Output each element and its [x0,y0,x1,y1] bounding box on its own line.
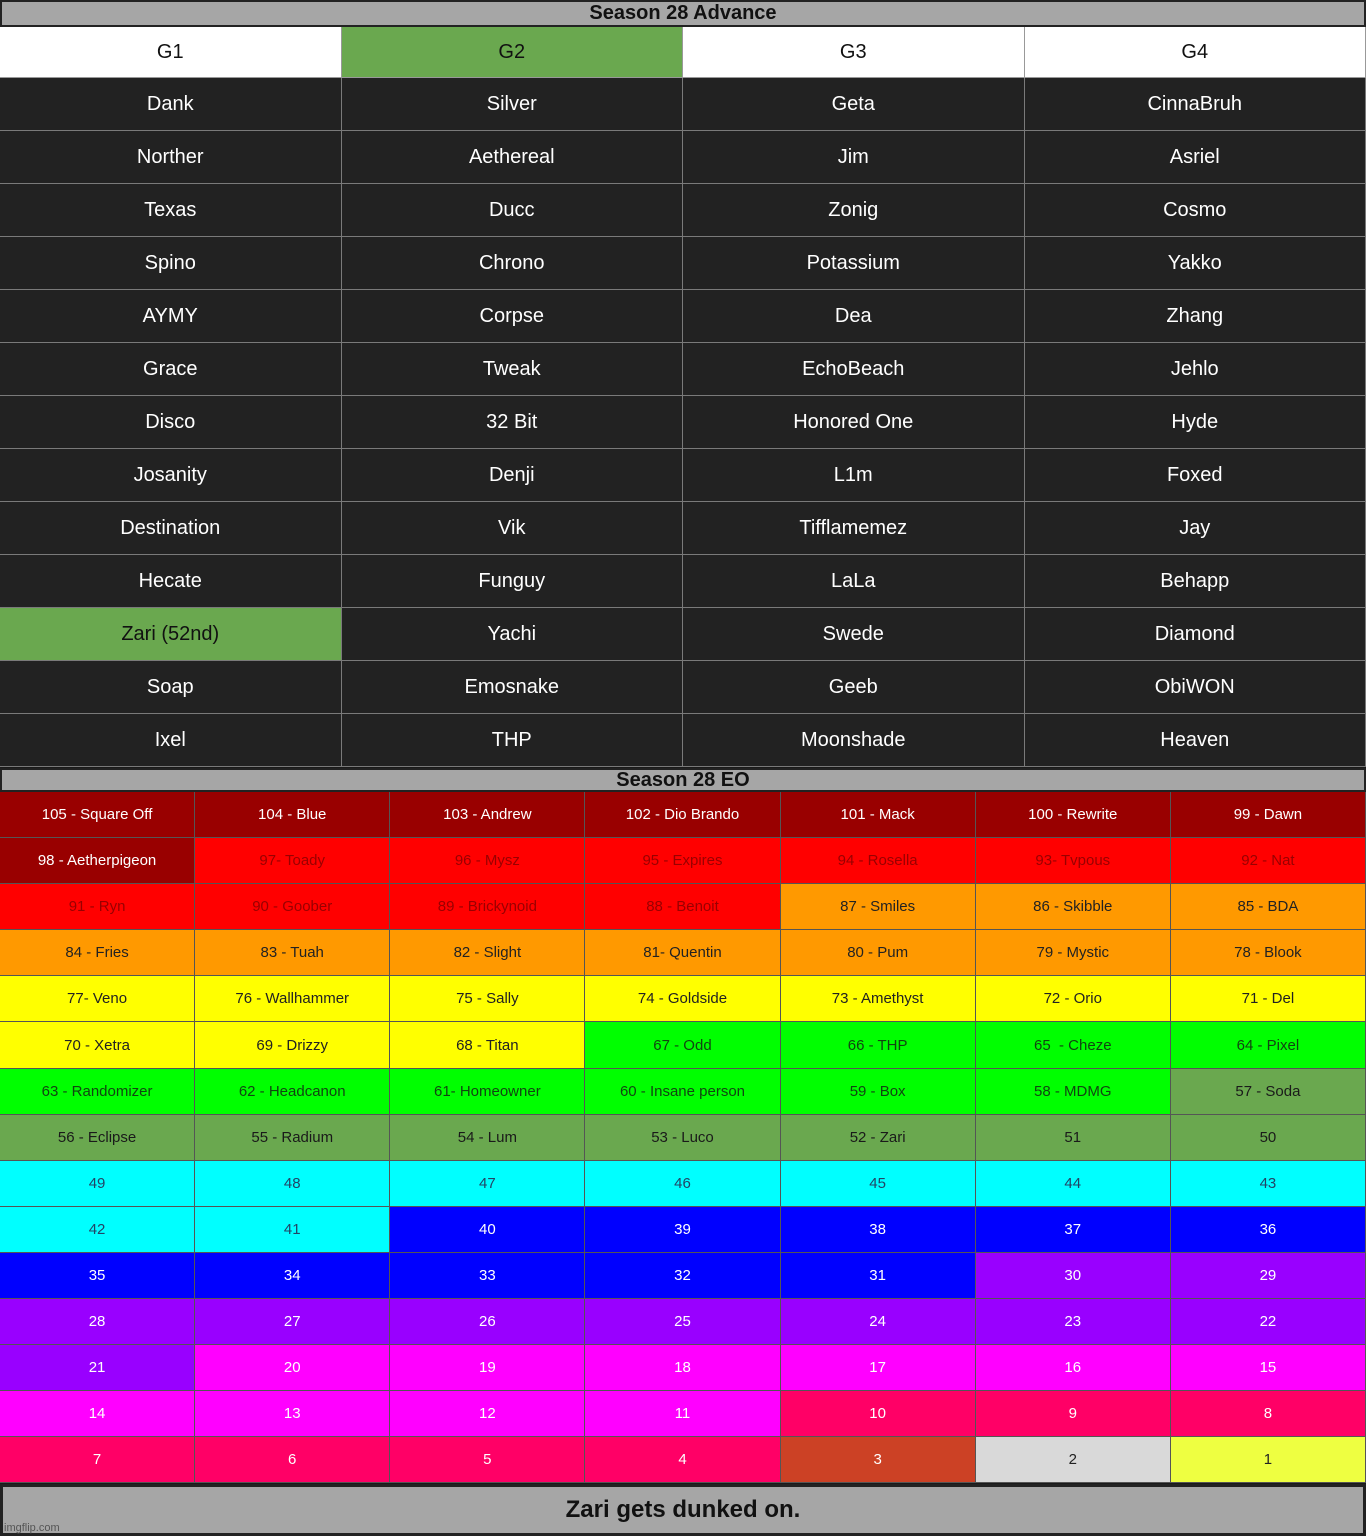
advance-cell: Destination [0,502,342,555]
eo-rank-cell: 13 [195,1391,390,1437]
advance-cell: 32 Bit [342,396,684,449]
advance-cell: Cosmo [1025,184,1366,237]
eo-rank-cell: 8 [1171,1391,1366,1437]
eo-rank-cell: 73 - Amethyst [781,976,976,1022]
eo-rank-cell: 18 [585,1345,780,1391]
eo-rank-cell: 97- Toady [195,838,390,884]
eo-rank-cell: 31 [781,1253,976,1299]
eo-rank-cell: 19 [390,1345,585,1391]
eo-rank-cell: 1 [1171,1437,1366,1483]
eo-rank-cell: 86 - Skibble [976,884,1171,930]
eo-rank-cell: 80 - Pum [781,930,976,976]
eo-rank-cell: 62 - Headcanon [195,1069,390,1115]
advance-cell: Soap [0,661,342,714]
eo-rank-cell: 2 [976,1437,1171,1483]
advance-cell: Spino [0,237,342,290]
eo-rank-cell: 56 - Eclipse [0,1115,195,1161]
eo-rank-cell: 61- Homeowner [390,1069,585,1115]
eo-rank-cell: 70 - Xetra [0,1022,195,1068]
eo-rank-cell: 17 [781,1345,976,1391]
advance-cell: Zonig [683,184,1025,237]
eo-rank-cell: 48 [195,1161,390,1207]
advance-cell: EchoBeach [683,343,1025,396]
eo-rank-cell: 9 [976,1391,1171,1437]
eo-rank-cell: 29 [1171,1253,1366,1299]
eo-rank-cell: 22 [1171,1299,1366,1345]
eo-rank-cell: 39 [585,1207,780,1253]
eo-rank-cell: 28 [0,1299,195,1345]
eo-rank-cell: 52 - Zari [781,1115,976,1161]
eo-rank-cell: 104 - Blue [195,792,390,838]
eo-rank-cell: 65 - Cheze [976,1022,1171,1068]
eo-rank-cell: 76 - Wallhammer [195,976,390,1022]
eo-rank-cell: 71 - Del [1171,976,1366,1022]
advance-cell: Aethereal [342,131,684,184]
advance-cell: Denji [342,449,684,502]
eo-rank-cell: 57 - Soda [1171,1069,1366,1115]
eo-rank-cell: 27 [195,1299,390,1345]
eo-rank-cell: 47 [390,1161,585,1207]
eo-rank-cell: 26 [390,1299,585,1345]
advance-cell: Geta [683,78,1025,131]
eo-rank-cell: 87 - Smiles [781,884,976,930]
eo-rank-cell: 43 [1171,1161,1366,1207]
advance-cell: L1m [683,449,1025,502]
advance-cell: AYMY [0,290,342,343]
eo-rank-cell: 64 - Pixel [1171,1022,1366,1068]
group-header-g3: G3 [683,27,1025,78]
advance-cell: CinnaBruh [1025,78,1366,131]
eo-rank-cell: 79 - Mystic [976,930,1171,976]
eo-rank-cell: 83 - Tuah [195,930,390,976]
advance-cell: Texas [0,184,342,237]
eo-rank-cell: 100 - Rewrite [976,792,1171,838]
eo-rank-cell: 34 [195,1253,390,1299]
eo-rank-cell: 69 - Drizzy [195,1022,390,1068]
eo-rank-cell: 92 - Nat [1171,838,1366,884]
advance-cell: Norther [0,131,342,184]
group-header-g2: G2 [342,27,684,78]
eo-rank-cell: 5 [390,1437,585,1483]
eo-rank-cell: 93- Tvpous [976,838,1171,884]
advance-cell: Moonshade [683,714,1025,767]
eo-rank-cell: 75 - Sally [390,976,585,1022]
eo-rank-cell: 84 - Fries [0,930,195,976]
advance-cell: LaLa [683,555,1025,608]
eo-rank-cell: 85 - BDA [1171,884,1366,930]
advance-cell: Potassium [683,237,1025,290]
eo-rank-cell: 7 [0,1437,195,1483]
eo-rank-cell: 72 - Orio [976,976,1171,1022]
advance-cell: Funguy [342,555,684,608]
eo-rank-cell: 11 [585,1391,780,1437]
advance-cell: THP [342,714,684,767]
advance-cell: Corpse [342,290,684,343]
eo-rank-cell: 94 - Rosella [781,838,976,884]
advance-cell: Zhang [1025,290,1366,343]
advance-table [0,27,1366,767]
advance-cell: Yachi [342,608,684,661]
advance-cell: Emosnake [342,661,684,714]
eo-rank-cell: 89 - Brickynoid [390,884,585,930]
eo-rank-cell: 14 [0,1391,195,1437]
advance-cell: ObiWON [1025,661,1366,714]
eo-rank-cell: 66 - THP [781,1022,976,1068]
advance-cell: Geeb [683,661,1025,714]
eo-rank-cell: 12 [390,1391,585,1437]
advance-cell: Dea [683,290,1025,343]
eo-table [0,792,1366,1483]
eo-rank-cell: 95 - Expires [585,838,780,884]
eo-rank-cell: 24 [781,1299,976,1345]
advance-cell: Jehlo [1025,343,1366,396]
eo-rank-cell: 33 [390,1253,585,1299]
advance-cell: Grace [0,343,342,396]
eo-rank-cell: 46 [585,1161,780,1207]
eo-rank-cell: 20 [195,1345,390,1391]
eo-rank-cell: 102 - Dio Brando [585,792,780,838]
advance-cell: Hyde [1025,396,1366,449]
eo-rank-cell: 82 - Slight [390,930,585,976]
eo-rank-cell: 42 [0,1207,195,1253]
eo-rank-cell: 37 [976,1207,1171,1253]
advance-cell: Chrono [342,237,684,290]
advance-cell: Disco [0,396,342,449]
advance-cell: Dank [0,78,342,131]
caption-footer: Zari gets dunked on. [0,1484,1366,1536]
group-header-g4: G4 [1025,27,1366,78]
eo-rank-cell: 74 - Goldside [585,976,780,1022]
eo-rank-cell: 68 - Titan [390,1022,585,1068]
eo-rank-cell: 98 - Aetherpigeon [0,838,195,884]
eo-rank-cell: 54 - Lum [390,1115,585,1161]
advance-cell: Tweak [342,343,684,396]
eo-rank-cell: 81- Quentin [585,930,780,976]
advance-cell: Asriel [1025,131,1366,184]
eo-rank-cell: 16 [976,1345,1171,1391]
eo-rank-cell: 101 - Mack [781,792,976,838]
eo-rank-cell: 23 [976,1299,1171,1345]
advance-cell: Silver [342,78,684,131]
advance-cell: Honored One [683,396,1025,449]
advance-cell: Ducc [342,184,684,237]
imgflip-watermark: imgflip.com [4,1522,60,1534]
eo-rank-cell: 40 [390,1207,585,1253]
eo-rank-cell: 44 [976,1161,1171,1207]
advance-cell: Heaven [1025,714,1366,767]
eo-rank-cell: 15 [1171,1345,1366,1391]
eo-rank-cell: 53 - Luco [585,1115,780,1161]
eo-rank-cell: 88 - Benoit [585,884,780,930]
eo-rank-cell: 3 [781,1437,976,1483]
eo-rank-cell: 36 [1171,1207,1366,1253]
advance-cell: Diamond [1025,608,1366,661]
eo-rank-cell: 50 [1171,1115,1366,1161]
eo-rank-cell: 30 [976,1253,1171,1299]
advance-cell: Swede [683,608,1025,661]
eo-rank-cell: 103 - Andrew [390,792,585,838]
advance-cell: Ixel [0,714,342,767]
eo-rank-cell: 55 - Radium [195,1115,390,1161]
eo-title: Season 28 EO [0,768,1366,792]
eo-rank-cell: 49 [0,1161,195,1207]
eo-rank-cell: 51 [976,1115,1171,1161]
eo-rank-cell: 91 - Ryn [0,884,195,930]
advance-cell: Zari (52nd) [0,608,342,661]
eo-rank-cell: 77- Veno [0,976,195,1022]
eo-rank-cell: 38 [781,1207,976,1253]
advance-cell: Yakko [1025,237,1366,290]
eo-rank-cell: 59 - Box [781,1069,976,1115]
eo-rank-cell: 105 - Square Off [0,792,195,838]
eo-rank-cell: 96 - Mysz [390,838,585,884]
eo-rank-cell: 4 [585,1437,780,1483]
eo-rank-cell: 45 [781,1161,976,1207]
eo-rank-cell: 10 [781,1391,976,1437]
advance-cell: Jay [1025,502,1366,555]
eo-rank-cell: 58 - MDMG [976,1069,1171,1115]
advance-cell: Behapp [1025,555,1366,608]
eo-rank-cell: 32 [585,1253,780,1299]
eo-rank-cell: 21 [0,1345,195,1391]
eo-rank-cell: 35 [0,1253,195,1299]
advance-cell: Foxed [1025,449,1366,502]
eo-rank-cell: 78 - Blook [1171,930,1366,976]
eo-rank-cell: 25 [585,1299,780,1345]
advance-cell: Tifflamemez [683,502,1025,555]
eo-rank-cell: 99 - Dawn [1171,792,1366,838]
group-header-g1: G1 [0,27,342,78]
eo-rank-cell: 63 - Randomizer [0,1069,195,1115]
eo-rank-cell: 6 [195,1437,390,1483]
eo-rank-cell: 67 - Odd [585,1022,780,1068]
advance-cell: Vik [342,502,684,555]
advance-cell: Josanity [0,449,342,502]
eo-rank-cell: 41 [195,1207,390,1253]
eo-rank-cell: 60 - Insane person [585,1069,780,1115]
advance-title: Season 28 Advance [0,0,1366,27]
advance-cell: Jim [683,131,1025,184]
advance-cell: Hecate [0,555,342,608]
eo-rank-cell: 90 - Goober [195,884,390,930]
